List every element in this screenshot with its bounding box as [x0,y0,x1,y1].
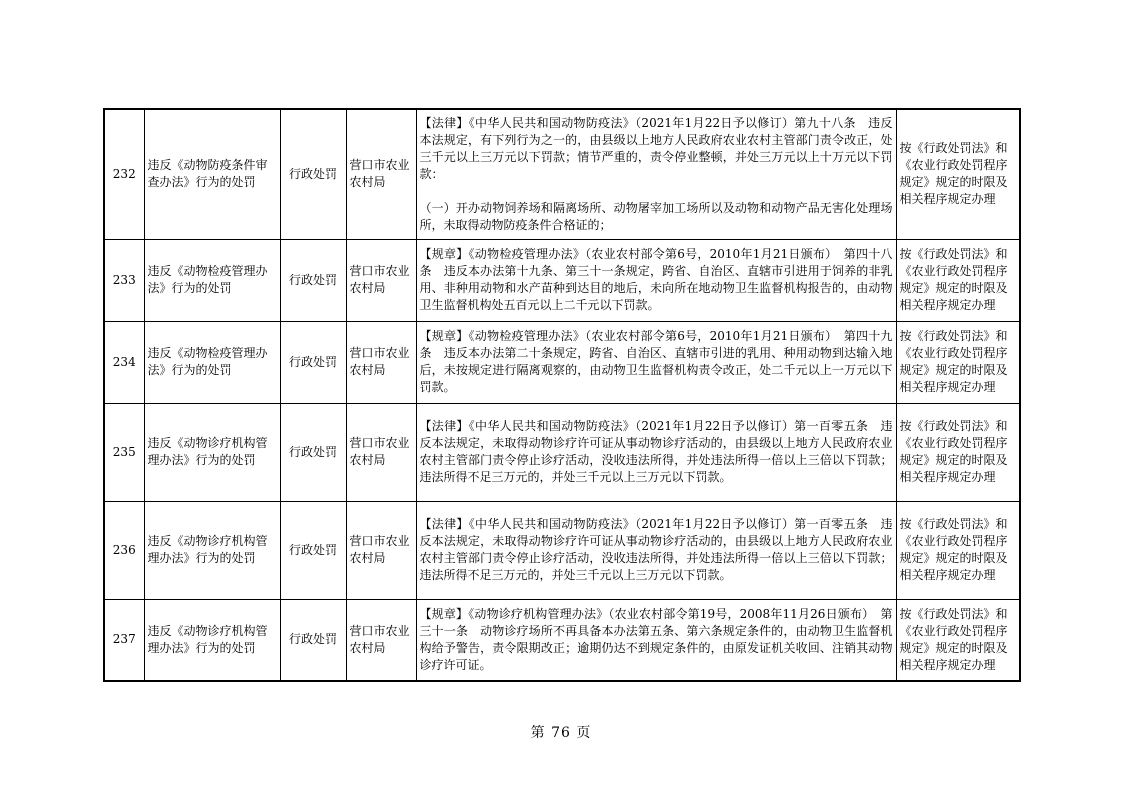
item-type: 行政处罚 [280,321,346,403]
row-number: 233 [104,239,144,321]
row-number: 235 [104,403,144,501]
department: 营口市农业农村局 [346,239,416,321]
department: 营口市农业农村局 [346,501,416,599]
item-name: 违反《动物诊疗机构管理办法》行为的处罚 [144,403,280,501]
legal-basis-paragraph: 【规章】《动物检疫管理办法》（农业农村部令第6号，2010年1月21日颁布） 第四十八条 违反本办法第十九条、第三十一条规定，跨省、自治区、直辖市引进用于饲养的非乳用、非种用动物和水产苗种到达目的地后，未向所在地动物卫生监督机构报告的，由动物卫生监督机构处五百元以上二千元以下罚款。 [419,247,893,312]
procedure: 按《行政处罚法》和《农业行政处罚程序规定》规定的时限及相关程序规定办理 [896,403,1020,501]
item-name: 违反《动物诊疗机构管理办法》行为的处罚 [144,599,280,681]
table-row [104,501,1020,599]
legal-basis [416,403,896,501]
legal-basis [416,109,896,239]
procedure: 按《行政处罚法》和《农业行政处罚程序规定》规定的时限及相关程序规定办理 [896,109,1020,239]
item-type: 行政处罚 [280,109,346,239]
department: 营口市农业农村局 [346,403,416,501]
item-type: 行政处罚 [280,403,346,501]
item-name: 违反《动物诊疗机构管理办法》行为的处罚 [144,501,280,599]
row-number: 237 [104,599,144,681]
legal-basis [416,239,896,321]
department: 营口市农业农村局 [346,321,416,403]
item-name: 违反《动物检疫管理办法》行为的处罚 [144,239,280,321]
table-row [104,599,1020,681]
item-type: 行政处罚 [280,239,346,321]
item-type: 行政处罚 [280,599,346,681]
procedure: 按《行政处罚法》和《农业行政处罚程序规定》规定的时限及相关程序规定办理 [896,501,1020,599]
item-name: 违反《动物检疫管理办法》行为的处罚 [144,321,280,403]
table-row [104,403,1020,501]
table-row [104,239,1020,321]
row-number: 234 [104,321,144,403]
legal-basis-paragraph: 【法律】《中华人民共和国动物防疫法》（2021年1月22日予以修订）第一百零五条 违反本法规定，未取得动物诊疗许可证从事动物诊疗活动的，由县级以上地方人民政府农业农村主管部门责令停止诊疗活动，没收违法所得，并处违法所得一倍以上三倍以下罚款；违法所得不足三万元的，并处三千元以上三万元以下罚款。 [419,419,893,484]
row-number: 236 [104,501,144,599]
department: 营口市农业农村局 [346,109,416,239]
legal-basis-paragraph: 【规章】《动物诊疗机构管理办法》（农业农村部令第19号，2008年11月26日颁布） 第三十一条 动物诊疗场所不再具备本办法第五条、第六条规定条件的，由动物卫生监督机构给予警告，责令限期改正；逾期仍达不到规定条件的，由原发证机关收回、注销其动物诊疗许可证。 [419,606,893,672]
procedure: 按《行政处罚法》和《农业行政处罚程序规定》规定的时限及相关程序规定办理 [896,599,1020,681]
row-number: 232 [104,109,144,239]
legal-basis-paragraph: 【规章】《动物检疫管理办法》（农业农村部令第6号，2010年1月21日颁布） 第四十九条 违反本办法第二十条规定，跨省、自治区、直辖市引进的乳用、种用动物到达输入地后，未按规定进行隔离观察的，由动物卫生监督机构责令改正，处二千元以上一万元以下罚款。 [419,329,893,394]
page-number: 第 76 页 [530,725,592,741]
legal-basis [416,501,896,599]
legal-basis-paragraph: 【法律】《中华人民共和国动物防疫法》（2021年1月22日予以修订）第九十八条 违反本法规定，有下列行为之一的，由县级以上地方人民政府农业农村主管部门责令改正，处三千元以上三万元以下罚款；情节严重的，责令停业整顿，并处三万元以上十万元以下罚款： [419,115,893,181]
department: 营口市农业农村局 [346,599,416,681]
procedure: 按《行政处罚法》和《农业行政处罚程序规定》规定的时限及相关程序规定办理 [896,321,1020,403]
regulation-table [103,108,1021,682]
procedure: 按《行政处罚法》和《农业行政处罚程序规定》规定的时限及相关程序规定办理 [896,239,1020,321]
legal-basis [416,321,896,403]
legal-basis [416,599,896,681]
table-row [104,321,1020,403]
table-row [104,109,1020,239]
item-name: 违反《动物防疫条件审查办法》行为的处罚 [144,109,280,239]
legal-basis-paragraph: （一）开办动物饲养场和隔离场所、动物屠宰加工场所以及动物和动物产品无害化处理场所，未取得动物防疫条件合格证的； [419,200,893,232]
item-type: 行政处罚 [280,501,346,599]
legal-basis-paragraph: 【法律】《中华人民共和国动物防疫法》（2021年1月22日予以修订）第一百零五条 违反本法规定，未取得动物诊疗许可证从事动物诊疗活动的，由县级以上地方人民政府农业农村主管部门责令停止诊疗活动，没收违法所得，并处违法所得一倍以上三倍以下罚款；违法所得不足三万元的，并处三千元以上三万元以下罚款。 [419,517,893,582]
